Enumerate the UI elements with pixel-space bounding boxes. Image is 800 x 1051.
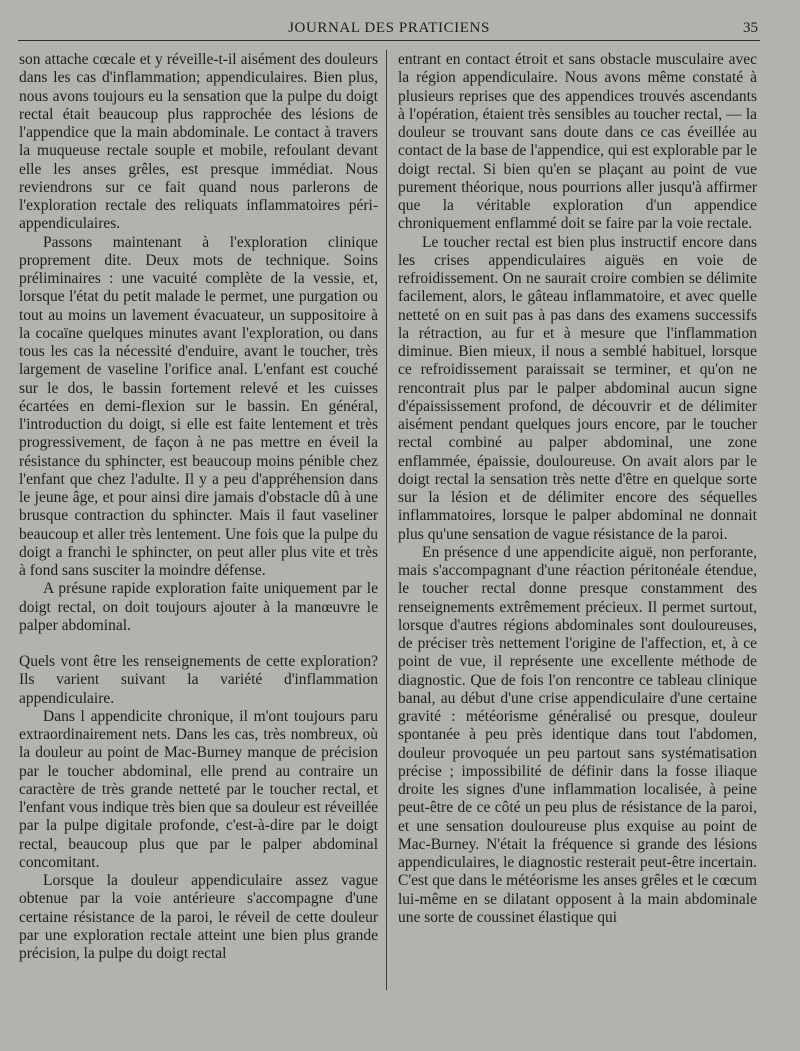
paragraph: Passons maintenant à l'exploration clinique proprement dite. Deux mots de technique. Soins préliminaires : une vacuité complète de la vessie, et, lorsque l'état du petit malade le permet, une purgation ou tout au moins un lavement évacuateur, un suppositoire à la cocaïne quelques minutes avant l'exploration, ou dans tous les cas la nécessité d'enduire, avant le toucher, très largement de vaseline l'orifice anal. L'enfant est couché sur le dos, le bassin fortement relevé et les cuisses écartées en demi-flexion sur le bassin. En général, l'introduction du doigt, si elle est faite lentement et très progressivement, de façon à ne pas mettre en éveil la résistance du sphincter, est beaucoup moins pénible chez l'enfant que chez l'adulte. Il y a peu d'appréhension dans le jeune âge, et pour ainsi dire jamais d'obstacle dû à une brusque contraction du sphincter. Mais il faut vaseliner beaucoup et aller très lentement. Une fois que la pulpe du doigt a franchi le sphincter, on peut aller plus vite et très à fond sans susciter la moindre défense. — [19, 233, 378, 579]
paragraph: entrant en contact étroit et sans obstacle musculaire avec la région appendiculaire. Nous avons même constaté à plusieurs reprises que des appendices trouvés ascendants à l'opération, étaient très sensibles au toucher rectal, — la douleur se trouvant sans doute dans ce cas éveillée au contact de la base de l'appendice, qui est explorable par le doigt rectal. Si bien qu'en se plaçant au point de vue purement théorique, nous pourrions aller jusqu'à affirmer que la véritable exploration d'un appendice chroniquement enflammé doit se faire par la voie rectale. — [398, 51, 757, 233]
column-divider — [386, 50, 387, 990]
right-column — [398, 51, 757, 927]
paragraph: Quels vont être les renseignements de cette exploration? Ils varient suivant la variété d'inflammation appendiculaire. — [19, 653, 378, 707]
paragraph: Dans l appendicite chronique, il m'ont toujours paru extraordinairement nets. Dans les cas, très nombreux, où la douleur au point de Mac-Burney manque de précision par le toucher abdominal, elle prend au contraire un caractère de très grande netteté par le toucher rectal, et l'enfant vous indique très bien que sa douleur est réveillée par la pulpe digitale profonde, c'est-à-dire par le doigt rectal, beaucoup plus que par le palper abdominal concomitant. — [19, 707, 378, 871]
left-column — [19, 51, 378, 963]
page-number: 35 — [743, 20, 758, 36]
paragraph: Le toucher rectal est bien plus instructif encore dans les crises appendiculaires aiguës en voie de refroidissement. On ne saurait croire combien se délimite facilement, alors, le gâteau inflammatoire, et avec quelle netteté on en suit pas à pas dans des examens successifs la rétraction, au fur et à mesure que l'inflammation diminue. Bien mieux, il nous a semblé habituel, lorsque ce refroidissement paraissait se terminer, et qu'on ne rencontrait plus par le palper abdominal aucun signe d'épaississement profond, de découvrir et de délimiter aisément pendant quelques jours encore, par le toucher rectal combiné au palper abdominal, une zone enflammée, épaissie, douloureuse. On avait alors par le doigt rectal la sensation très nette d'être en quelque sorte sur la lésion et de délimiter encore des séquelles inflammatoires, lorsque le palper abdominal ne donnait plus qu'une sensation de vague résistance de la paroi. — [398, 233, 757, 543]
paragraph: son attache cœcale et y réveille-t-il aisément des douleurs dans les cas d'inflammation; appendiculaires. Bien plus, nous avons toujours eu la sensation que la pulpe du doigt rectal était beaucoup plus rapprochée des lésions de l'appendice que la main abdominale. Le contact à travers la muqueuse rectale souple et mobile, refoulant devant elle les anses grêles, est presque immédiat. Nous reviendrons sur ce fait quand nous parlerons de l'exploration rectale des reliquats inflammatoires péri-appendiculaires. — [19, 51, 378, 233]
running-title: JOURNAL DES PRATICIENS — [288, 20, 490, 36]
paragraph: Lorsque la douleur appendiculaire assez vague obtenue par la voie antérieure s'accompagne d'une certaine résistance de la paroi, le réveil de cette douleur par une exploration rectale atteint une bien plus grande précision, la pulpe du doigt rectal — [19, 872, 378, 962]
paragraph: En présence d une appendicite aiguë, non perforante, mais s'accompagnant d'une réaction péritonéale étendue, le toucher rectal donne presque constamment des renseignements extrêmement précieux. Il permet surtout, lorsque d'autres régions abdominales sont douloureuses, de préciser très nettement l'origine de l'affection, et, à ce point de vue, il représente une excellente méthode de diagnostic. Que de fois l'on rencontre ce tableau clinique banal, au début d'une crise appendiculaire d'une certaine gravité : météorisme généralisé ou presque, douleur spontanée à peu près identique dans tout l'abdomen, douleur provoquée un peu partout sans systématisation précise ; impossibilité de définir dans la fosse iliaque droite les signes d'une inflammation localisée, à peine peut-être de ce côté un peu plus de résistance de la paroi, et une sensation douloureuse plus exquise au point de Mac-Burney. N'était la fréquence si grande des lésions appendiculaires, le diagnostic resterait peut-être incertain. C'est que dans le météorisme les anses grêles et le cœcum lui-même en se dilatant opposent à la main abdominale une sorte de coussinet élastique qui — [398, 543, 757, 926]
page-header — [18, 18, 760, 41]
paragraph: A présune rapide exploration faite uniquement par le doigt rectal, on doit toujours ajouter à la manœuvre le palper abdominal. — [19, 580, 378, 634]
